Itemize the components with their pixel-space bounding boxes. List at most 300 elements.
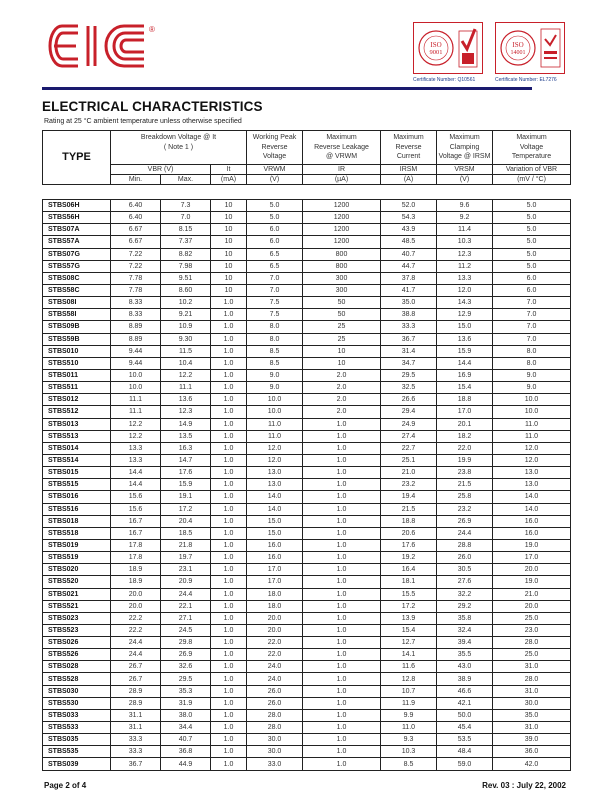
value-cell: 7.0 — [161, 212, 211, 224]
value-cell: 12.7 — [381, 637, 437, 649]
value-cell: 33.0 — [247, 758, 303, 770]
value-cell: 18.0 — [247, 600, 303, 612]
header-line: Reverse — [261, 143, 288, 151]
header-line: Voltage @ IRSM — [438, 153, 491, 160]
value-cell: 7.5 — [247, 309, 303, 321]
value-cell: 13.9 — [381, 612, 437, 624]
value-cell: 24.0 — [247, 673, 303, 685]
value-cell: 25.1 — [381, 454, 437, 466]
value-cell: 31.1 — [111, 722, 161, 734]
value-cell: 6.0 — [247, 224, 303, 236]
table-row — [43, 673, 571, 685]
value-cell: 12.3 — [437, 248, 493, 260]
value-cell: 32.5 — [381, 382, 437, 394]
table-row — [43, 649, 571, 661]
value-cell: 10 — [303, 357, 381, 369]
value-cell: 1.0 — [211, 345, 247, 357]
value-cell: 10 — [211, 272, 247, 284]
value-cell: 33.3 — [111, 746, 161, 758]
table-row — [43, 637, 571, 649]
part-type-cell: STBS521 — [43, 600, 111, 612]
value-cell: 13.6 — [161, 394, 211, 406]
value-cell: 22.2 — [111, 624, 161, 636]
value-cell: 25.0 — [493, 649, 571, 661]
part-type-cell: STBS07A — [43, 224, 111, 236]
table-row — [43, 467, 571, 479]
table-row — [43, 734, 571, 746]
value-cell: 2.0 — [303, 369, 381, 381]
value-cell: 1.0 — [211, 503, 247, 515]
part-type-cell: STBS026 — [43, 637, 111, 649]
value-cell: 8.33 — [111, 309, 161, 321]
value-cell: 20.0 — [247, 612, 303, 624]
value-cell: 1.0 — [211, 357, 247, 369]
table-row — [43, 200, 571, 212]
value-cell: 41.7 — [381, 284, 437, 296]
value-cell: 8.5 — [247, 357, 303, 369]
table-row — [43, 442, 571, 454]
value-cell: 7.78 — [111, 284, 161, 296]
value-cell: 29.2 — [437, 600, 493, 612]
value-cell: 1.0 — [211, 515, 247, 527]
value-cell: 26.0 — [247, 697, 303, 709]
value-cell: 1.0 — [211, 661, 247, 673]
table-row — [43, 491, 571, 503]
table-row — [43, 224, 571, 236]
value-cell: 7.0 — [493, 321, 571, 333]
part-type-cell: STBS010 — [43, 345, 111, 357]
table-row — [43, 503, 571, 515]
irsm-unit: (A) — [381, 174, 437, 184]
value-cell: 20.4 — [161, 515, 211, 527]
value-cell: 9.0 — [493, 382, 571, 394]
value-cell: 10 — [211, 260, 247, 272]
value-cell: 5.0 — [493, 248, 571, 260]
vrsm-unit: (V) — [437, 174, 493, 184]
value-cell: 5.0 — [493, 200, 571, 212]
value-cell: 31.0 — [493, 722, 571, 734]
value-cell: 11.0 — [247, 430, 303, 442]
value-cell: 300 — [303, 284, 381, 296]
value-cell: 1.0 — [211, 734, 247, 746]
table-row — [43, 345, 571, 357]
value-cell: 20.9 — [161, 576, 211, 588]
table-row — [43, 406, 571, 418]
value-cell: 13.3 — [111, 442, 161, 454]
value-cell: 9.9 — [381, 709, 437, 721]
value-cell: 1.0 — [303, 649, 381, 661]
value-cell: 26.0 — [247, 685, 303, 697]
value-cell: 1.0 — [211, 430, 247, 442]
value-cell: 22.1 — [161, 600, 211, 612]
value-cell: 8.33 — [111, 297, 161, 309]
value-cell: 20.0 — [111, 600, 161, 612]
value-cell: 15.5 — [381, 588, 437, 600]
header-line: Clamping — [449, 143, 480, 151]
part-type-cell: STBS535 — [43, 746, 111, 758]
value-cell: 23.1 — [161, 564, 211, 576]
part-type-cell: STBS07G — [43, 248, 111, 260]
value-cell: 10 — [211, 248, 247, 260]
value-cell: 10.7 — [381, 685, 437, 697]
table-row — [43, 394, 571, 406]
value-cell: 25.0 — [493, 612, 571, 624]
value-cell: 28.0 — [247, 709, 303, 721]
svg-text:ISO: ISO — [512, 41, 524, 49]
value-cell: 37.8 — [381, 272, 437, 284]
value-cell: 21.8 — [161, 539, 211, 551]
header-line: @ VRWM — [325, 153, 358, 160]
value-cell: 12.0 — [493, 454, 571, 466]
value-cell: 16.9 — [437, 369, 493, 381]
value-cell: 1.0 — [211, 406, 247, 418]
value-cell: 1.0 — [211, 321, 247, 333]
table-row — [43, 685, 571, 697]
value-cell: 15.9 — [437, 345, 493, 357]
value-cell: 800 — [303, 260, 381, 272]
value-cell: 18.1 — [381, 576, 437, 588]
part-type-cell: STBS515 — [43, 479, 111, 491]
value-cell: 17.8 — [111, 552, 161, 564]
table-row — [43, 369, 571, 381]
header-line: Maximum — [326, 134, 357, 141]
value-cell: 35.3 — [161, 685, 211, 697]
value-cell: 10 — [211, 236, 247, 248]
value-cell: 13.3 — [111, 454, 161, 466]
table-row — [43, 527, 571, 539]
value-cell: 1.0 — [211, 479, 247, 491]
value-cell: 26.9 — [437, 515, 493, 527]
value-cell: 26.7 — [111, 661, 161, 673]
value-cell: 43.9 — [381, 224, 437, 236]
value-cell: 30.0 — [247, 734, 303, 746]
table-row — [43, 357, 571, 369]
value-cell: 1.0 — [211, 552, 247, 564]
value-cell: 12.2 — [161, 369, 211, 381]
value-cell: 8.60 — [161, 284, 211, 296]
value-cell: 6.5 — [247, 260, 303, 272]
value-cell: 33.3 — [111, 734, 161, 746]
value-cell: 1.0 — [211, 709, 247, 721]
value-cell: 53.5 — [437, 734, 493, 746]
part-type-cell: STBS526 — [43, 649, 111, 661]
value-cell: 7.78 — [111, 272, 161, 284]
value-cell: 17.2 — [381, 600, 437, 612]
value-cell: 16.3 — [161, 442, 211, 454]
part-type-cell: STBS021 — [43, 588, 111, 600]
value-cell: 31.0 — [493, 661, 571, 673]
value-cell: 18.9 — [111, 564, 161, 576]
value-cell: 14.4 — [111, 479, 161, 491]
value-cell: 1.0 — [211, 637, 247, 649]
vrwm-symbol: VRWM — [247, 164, 303, 174]
value-cell: 19.4 — [381, 491, 437, 503]
value-cell: 1.0 — [303, 758, 381, 770]
value-cell: 6.0 — [493, 272, 571, 284]
part-type-cell: STBS028 — [43, 661, 111, 673]
value-cell: 9.0 — [247, 382, 303, 394]
table-row — [43, 236, 571, 248]
value-cell: 8.89 — [111, 333, 161, 345]
part-type-cell: STBS511 — [43, 382, 111, 394]
vrwm-unit: (V) — [247, 174, 303, 184]
value-cell: 1.0 — [303, 600, 381, 612]
value-cell: 16.0 — [247, 539, 303, 551]
value-cell: 11.0 — [381, 722, 437, 734]
part-type-cell: STBS57A — [43, 236, 111, 248]
value-cell: 11.6 — [381, 661, 437, 673]
value-cell: 26.6 — [381, 394, 437, 406]
value-cell: 1.0 — [303, 564, 381, 576]
value-cell: 14.7 — [161, 454, 211, 466]
value-cell: 10.0 — [247, 406, 303, 418]
vbr-variation-symbol: Variation of VBR — [493, 164, 571, 174]
value-cell: 11.9 — [381, 697, 437, 709]
value-cell: 1.0 — [303, 734, 381, 746]
value-cell: 6.67 — [111, 236, 161, 248]
value-cell: 1.0 — [211, 624, 247, 636]
value-cell: 8.0 — [247, 321, 303, 333]
part-type-cell: STBS512 — [43, 406, 111, 418]
value-cell: 2.0 — [303, 406, 381, 418]
value-cell: 1.0 — [211, 576, 247, 588]
part-type-cell: STBS530 — [43, 697, 111, 709]
value-cell: 1.0 — [211, 333, 247, 345]
header-line: Voltage — [519, 143, 544, 151]
value-cell: 11.2 — [437, 260, 493, 272]
value-cell: 6.67 — [111, 224, 161, 236]
value-cell: 5.0 — [247, 212, 303, 224]
value-cell: 17.2 — [161, 503, 211, 515]
value-cell: 1.0 — [303, 442, 381, 454]
value-cell: 23.8 — [437, 467, 493, 479]
value-cell: 46.6 — [437, 685, 493, 697]
page-number: Page 2 of 4 — [44, 781, 87, 790]
value-cell: 13.0 — [247, 467, 303, 479]
value-cell: 1.0 — [303, 588, 381, 600]
value-cell: 1.0 — [303, 612, 381, 624]
vbr-symbol: VBR (V) — [111, 164, 211, 174]
value-cell: 25 — [303, 321, 381, 333]
value-cell: 16.0 — [493, 515, 571, 527]
part-type-cell: STBS08C — [43, 272, 111, 284]
value-cell: 9.6 — [437, 200, 493, 212]
value-cell: 17.6 — [161, 467, 211, 479]
header-rule — [42, 87, 532, 90]
value-cell: 10.0 — [493, 406, 571, 418]
value-cell: 15.6 — [111, 491, 161, 503]
value-cell: 10 — [211, 224, 247, 236]
table-row — [43, 515, 571, 527]
part-type-cell: STBS533 — [43, 722, 111, 734]
value-cell: 14.1 — [381, 649, 437, 661]
value-cell: 20.0 — [111, 588, 161, 600]
table-row — [43, 588, 571, 600]
value-cell: 1.0 — [211, 722, 247, 734]
part-type-cell: STBS033 — [43, 709, 111, 721]
value-cell: 30.0 — [247, 746, 303, 758]
value-cell: 19.2 — [381, 552, 437, 564]
irsm-symbol: IRSM — [381, 164, 437, 174]
table-row — [43, 576, 571, 588]
value-cell: 1.0 — [211, 685, 247, 697]
value-cell: 7.0 — [493, 309, 571, 321]
value-cell: 18.8 — [437, 394, 493, 406]
value-cell: 1.0 — [303, 552, 381, 564]
part-type-cell: STBS035 — [43, 734, 111, 746]
value-cell: 7.98 — [161, 260, 211, 272]
certification-badges — [413, 22, 573, 86]
value-cell: 13.5 — [161, 430, 211, 442]
table-row — [43, 418, 571, 430]
header-line: Maximum — [516, 134, 547, 141]
value-cell: 31.0 — [493, 685, 571, 697]
table-row — [43, 248, 571, 260]
table-row — [43, 758, 571, 770]
value-cell: 1.0 — [211, 382, 247, 394]
value-cell: 31.1 — [111, 709, 161, 721]
ir-symbol: IR — [303, 164, 381, 174]
value-cell: 27.4 — [381, 430, 437, 442]
iso-14001-badge — [495, 22, 565, 74]
part-type-cell: STBS58C — [43, 284, 111, 296]
value-cell: 8.0 — [493, 357, 571, 369]
value-cell: 18.9 — [111, 576, 161, 588]
value-cell: 1.0 — [303, 479, 381, 491]
table-row — [43, 746, 571, 758]
certificate-number-9001: Certificate Number: Q10561 — [413, 77, 476, 83]
value-cell: 23.0 — [493, 624, 571, 636]
value-cell: 21.5 — [381, 503, 437, 515]
value-cell: 31.4 — [381, 345, 437, 357]
table-row — [43, 624, 571, 636]
value-cell: 10 — [211, 200, 247, 212]
value-cell: 38.8 — [381, 309, 437, 321]
value-cell: 7.22 — [111, 248, 161, 260]
value-cell: 1200 — [303, 212, 381, 224]
value-cell: 27.1 — [161, 612, 211, 624]
value-cell: 20.0 — [247, 624, 303, 636]
value-cell: 20.6 — [381, 527, 437, 539]
part-type-cell: STBS012 — [43, 394, 111, 406]
revision-date: Rev. 03 : July 22, 2002 — [482, 781, 566, 790]
value-cell: 7.0 — [247, 284, 303, 296]
value-cell: 10.0 — [111, 369, 161, 381]
type-header: TYPE — [43, 131, 111, 185]
value-cell: 28.8 — [437, 539, 493, 551]
part-type-cell: STBS56H — [43, 212, 111, 224]
value-cell: 12.2 — [111, 418, 161, 430]
value-cell: 28.9 — [111, 697, 161, 709]
value-cell: 300 — [303, 272, 381, 284]
value-cell: 8.5 — [381, 758, 437, 770]
value-cell: 7.5 — [247, 297, 303, 309]
table-row — [43, 284, 571, 296]
value-cell: 18.2 — [437, 430, 493, 442]
value-cell: 15.0 — [247, 515, 303, 527]
value-cell: 50 — [303, 297, 381, 309]
part-type-cell: STBS59B — [43, 333, 111, 345]
value-cell: 31.9 — [161, 697, 211, 709]
part-type-cell: STBS018 — [43, 515, 111, 527]
value-cell: 1.0 — [303, 722, 381, 734]
working-peak-header — [247, 131, 303, 165]
value-cell: 6.40 — [111, 200, 161, 212]
value-cell: 48.5 — [381, 236, 437, 248]
part-type-cell: STBS519 — [43, 552, 111, 564]
page-title: ELECTRICAL CHARACTERISTICS — [42, 99, 263, 114]
value-cell: 17.0 — [247, 576, 303, 588]
table-row — [43, 722, 571, 734]
part-type-cell: STBS58I — [43, 309, 111, 321]
value-cell: 7.0 — [493, 297, 571, 309]
value-cell: 30.0 — [493, 697, 571, 709]
value-cell: 2.0 — [303, 394, 381, 406]
value-cell: 1.0 — [303, 515, 381, 527]
value-cell: 39.4 — [437, 637, 493, 649]
table-row — [43, 382, 571, 394]
header-line: Working Peak — [252, 134, 297, 141]
value-cell: 15.4 — [437, 382, 493, 394]
value-cell: 1.0 — [303, 697, 381, 709]
value-cell: 1.0 — [211, 394, 247, 406]
value-cell: 12.0 — [247, 454, 303, 466]
table-row — [43, 454, 571, 466]
value-cell: 19.1 — [161, 491, 211, 503]
value-cell: 32.6 — [161, 661, 211, 673]
value-cell: 24.4 — [161, 588, 211, 600]
value-cell: 20.0 — [493, 600, 571, 612]
value-cell: 12.8 — [381, 673, 437, 685]
value-cell: 5.0 — [493, 236, 571, 248]
part-type-cell: STBS020 — [43, 564, 111, 576]
value-cell: 1.0 — [303, 527, 381, 539]
value-cell: 6.0 — [247, 236, 303, 248]
part-type-cell: STBS016 — [43, 491, 111, 503]
value-cell: 10.0 — [247, 394, 303, 406]
value-cell: 6.0 — [493, 284, 571, 296]
value-cell: 10 — [211, 212, 247, 224]
value-cell: 12.0 — [247, 442, 303, 454]
value-cell: 22.0 — [247, 637, 303, 649]
part-type-cell: STBS528 — [43, 673, 111, 685]
vrsm-symbol: VRSM — [437, 164, 493, 174]
part-type-cell: STBS510 — [43, 357, 111, 369]
part-type-cell: STBS08I — [43, 297, 111, 309]
value-cell: 34.4 — [161, 722, 211, 734]
svg-text:14001: 14001 — [510, 50, 526, 56]
value-cell: 13.0 — [493, 467, 571, 479]
value-cell: 1.0 — [303, 746, 381, 758]
table-row — [43, 430, 571, 442]
value-cell: 1.0 — [211, 758, 247, 770]
value-cell: 1.0 — [211, 491, 247, 503]
table-row — [43, 297, 571, 309]
value-cell: 21.0 — [381, 467, 437, 479]
value-cell: 43.0 — [437, 661, 493, 673]
part-type-cell: STBS518 — [43, 527, 111, 539]
part-type-cell: STBS023 — [43, 612, 111, 624]
value-cell: 12.9 — [437, 309, 493, 321]
part-type-cell: STBS014 — [43, 442, 111, 454]
header-line: Reverse — [395, 143, 422, 151]
value-cell: 5.0 — [247, 200, 303, 212]
value-cell: 29.8 — [161, 637, 211, 649]
reverse-current-header — [381, 131, 437, 165]
value-cell: 22.0 — [247, 649, 303, 661]
value-cell: 11.4 — [437, 224, 493, 236]
value-cell: 7.22 — [111, 260, 161, 272]
